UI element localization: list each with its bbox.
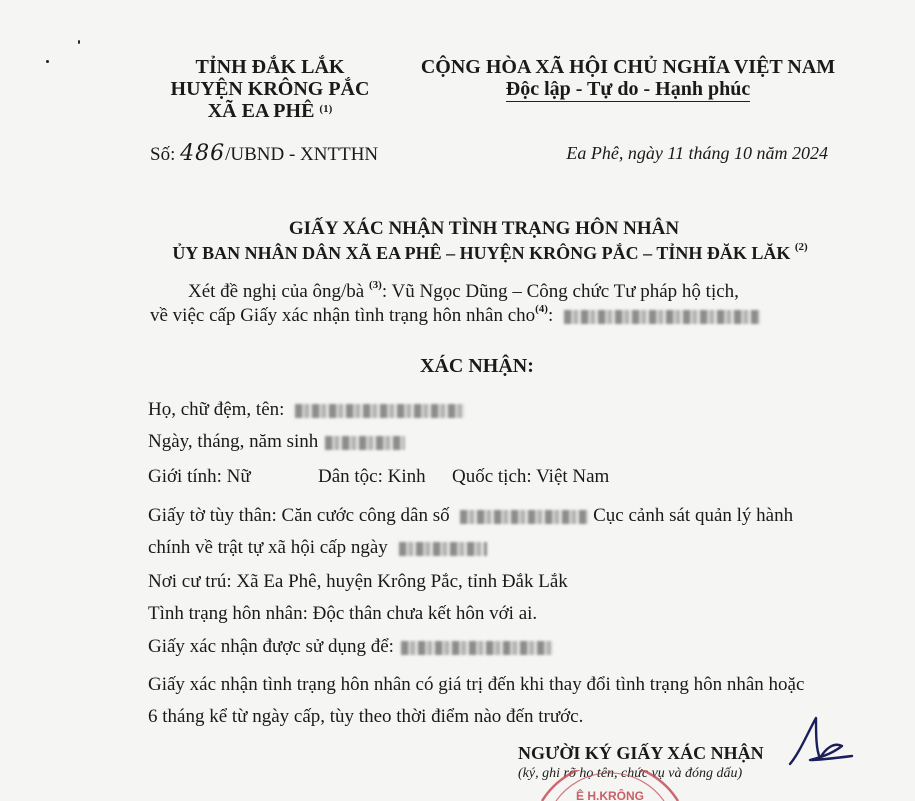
- field-label: Họ, chữ đệm, tên:: [148, 399, 285, 420]
- stamp-text: Ê H.KRÔNG: [575, 789, 645, 801]
- intro-text: :: [547, 305, 554, 326]
- intro-text: : Vũ Ngọc Dũng – Công chức Tư pháp hộ tịch,: [381, 281, 739, 302]
- signer-title: NGƯỜI KÝ GIẤY XÁC NHẬN: [518, 743, 764, 763]
- field-validity-2: 6 tháng kể từ ngày cấp, tùy theo thời điểm nào đến trước.: [148, 706, 584, 727]
- number-prefix: Số:: [150, 144, 176, 165]
- handwritten-number: 486: [180, 141, 226, 166]
- intro-text: Xét đề nghị của ông/bà: [188, 281, 365, 302]
- field-gender: Giới tính: Nữ: [148, 466, 251, 487]
- field-full-name: [148, 399, 465, 421]
- field-purpose: [148, 636, 553, 658]
- scan-speck: [46, 60, 49, 63]
- issuer-text: ỦY BAN NHÂN DÂN XÃ EA PHÊ – HUYỆN KRÔNG PẮC – TỈNH ĐĂK LĂK: [172, 243, 791, 263]
- redacted-value: [325, 436, 405, 450]
- field-label: Giấy tờ tùy thân: Căn cước công dân số: [148, 505, 450, 526]
- footnote-marker: (1): [319, 103, 333, 115]
- commune-line: [150, 100, 390, 122]
- signer-note: (ký, ghi rõ họ tên, chức vụ và đóng dấu): [518, 766, 743, 781]
- field-residence: Nơi cư trú: Xã Ea Phê, huyện Krông Pắc, tỉnh Đắk Lắk: [148, 571, 568, 592]
- redacted-value: [295, 404, 465, 418]
- intro-text: về việc cấp Giấy xác nhận tình trạng hôn nhân cho: [150, 305, 536, 326]
- number-suffix: /UBND - XNTTHN: [225, 144, 379, 165]
- official-seal: [540, 770, 680, 801]
- redacted-name: [564, 310, 760, 324]
- field-label: Giấy xác nhận được sử dụng để:: [148, 636, 394, 657]
- district-name: HUYỆN KRÔNG PẮC: [170, 78, 370, 100]
- redacted-value: [399, 542, 487, 556]
- issuer-line: [150, 243, 830, 264]
- redacted-value: [401, 641, 553, 655]
- confirm-heading: XÁC NHẬN:: [420, 355, 534, 377]
- field-id-line-1: [148, 505, 793, 527]
- intro-line-1: [188, 281, 739, 303]
- field-ethnicity: Dân tộc: Kinh: [318, 466, 426, 487]
- province-name: TỈNH ĐẮK LẮK: [195, 56, 345, 78]
- field-text: chính về trật tự xã hội cấp ngày: [148, 537, 388, 558]
- handwritten-signature: [786, 712, 856, 774]
- field-birth-date: [148, 431, 405, 453]
- field-id-line-2: [148, 537, 487, 559]
- issuing-authority-header: [150, 56, 390, 122]
- field-nationality: Quốc tịch: Việt Nam: [452, 466, 610, 487]
- country-name: CỘNG HÒA XÃ HỘI CHỦ NGHĨA VIỆT NAM: [420, 56, 836, 78]
- footnote-marker: (2): [794, 241, 808, 253]
- document-title: GIẤY XÁC NHẬN TÌNH TRẠNG HÔN NHÂN: [288, 218, 680, 239]
- field-label: Ngày, tháng, năm sinh: [148, 431, 319, 452]
- footnote-marker: (3): [368, 279, 382, 291]
- field-text: Cục cảnh sát quản lý hành: [593, 505, 794, 526]
- commune-name: XÃ EA PHÊ: [207, 100, 315, 122]
- field-validity-1: Giấy xác nhận tình trạng hôn nhân có giá trị đến khi thay đổi tình trạng hôn nhân hoặc: [148, 674, 805, 695]
- footnote-marker: (4): [535, 303, 548, 315]
- intro-line-2: [150, 305, 760, 327]
- field-marital-status: Tình trạng hôn nhân: Độc thân chưa kết hôn với ai.: [148, 603, 538, 624]
- national-motto: Độc lập - Tự do - Hạnh phúc: [505, 78, 751, 100]
- redacted-value: [460, 510, 588, 524]
- national-header: [418, 56, 838, 102]
- scan-speck: [78, 40, 80, 44]
- issue-date-line: Ea Phê, ngày 11 tháng 10 năm 2024: [566, 143, 828, 163]
- document-number: [150, 141, 378, 166]
